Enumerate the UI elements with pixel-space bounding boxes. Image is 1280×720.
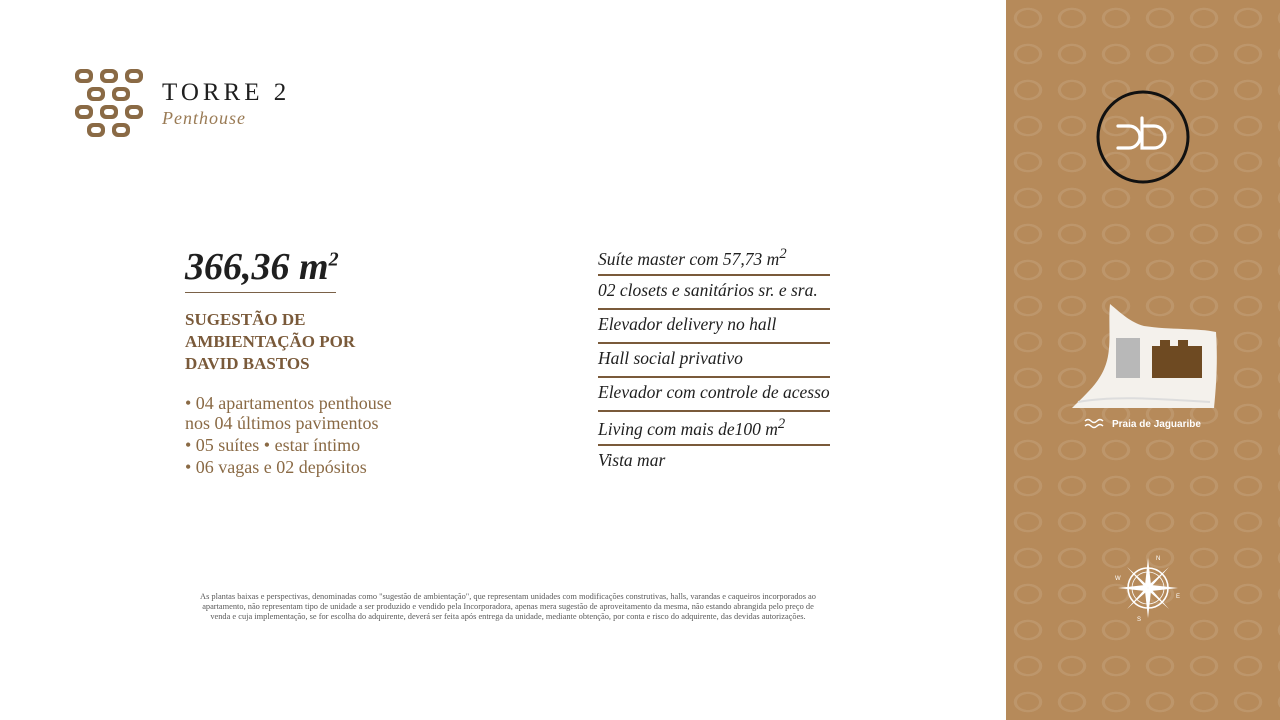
beach-label: Praia de Jaguaribe: [1112, 418, 1201, 430]
compass-rose-icon: [1112, 552, 1184, 624]
feature-item: [598, 446, 830, 480]
feature-item: [598, 344, 830, 378]
feature-item: [598, 412, 830, 446]
feature-text: Elevador delivery no hall: [598, 314, 777, 334]
bullet-item: • 04 apartamentos penthouse: [185, 393, 392, 413]
pattern-logo-icon: [74, 68, 144, 138]
db-monogram-logo: [1096, 90, 1190, 184]
compass-east: E: [1176, 594, 1181, 600]
site-map-illustration: [1070, 302, 1220, 412]
disclaimer-line: As plantas baixas e perspectivas, denominadas como "sugestão de ambientação", que representam unidades com modificações construtivas, halls, varandas e caqueiros incorporados ao: [200, 592, 816, 601]
feature-item: [598, 276, 830, 310]
bullet-item: • 06 vagas e 02 depósitos: [185, 457, 367, 477]
feature-text: Vista mar: [598, 450, 666, 470]
disclaimer-line: venda e cuja implementação, se for escolha do adquirente, deverá ser feita após entrega da unidade, mediante obtenção, por conta e risco do adquirente, das devidas autorizações.: [210, 612, 806, 621]
feature-text: Living com mais de100 m: [598, 418, 778, 439]
feature-item: [598, 310, 830, 344]
feature-list: [598, 242, 830, 480]
suggestion-line: AMBIENTAÇÃO POR: [185, 332, 356, 351]
feature-text: Elevador com controle de acesso: [598, 382, 830, 402]
unit-area-value: 366,36 m: [185, 246, 329, 288]
tower-subtitle: Penthouse: [162, 108, 246, 128]
compass-west: W: [1115, 576, 1121, 582]
unit-area-superscript: 2: [328, 248, 339, 271]
feature-text: 02 closets e sanitários sr. e sra.: [598, 280, 818, 300]
bullet-list: [185, 393, 392, 477]
bullet-item: • 05 suítes • estar íntimo: [185, 435, 361, 455]
bullet-item-continuation: nos 04 últimos pavimentos: [185, 413, 379, 433]
feature-superscript: 2: [777, 416, 786, 432]
feature-text: Suíte master com 57,73 m: [598, 248, 780, 269]
legal-disclaimer: [150, 592, 866, 622]
feature-item: [598, 242, 830, 276]
unit-area: [185, 245, 339, 289]
suggestion-line: SUGESTÃO DE: [185, 310, 306, 329]
beach-caption: [1084, 416, 1201, 432]
compass-south: S: [1137, 617, 1142, 623]
disclaimer-line: apartamento, não representam tipo de unidade a ser produzido e vendido pela Incorporadora, apenas mera sugestão de aproveitamento da mesma, não estando abrangida pelo preço de: [202, 602, 814, 611]
area-divider: [185, 292, 336, 293]
suggestion-heading: [185, 309, 445, 375]
feature-superscript: 2: [779, 246, 787, 262]
feature-item: [598, 378, 830, 412]
feature-text: Hall social privativo: [598, 348, 743, 368]
suggestion-line: DAVID BASTOS: [185, 354, 310, 373]
compass-north: N: [1156, 556, 1161, 562]
waves-icon: [1084, 418, 1106, 430]
tower-title: TORRE 2: [162, 79, 291, 106]
